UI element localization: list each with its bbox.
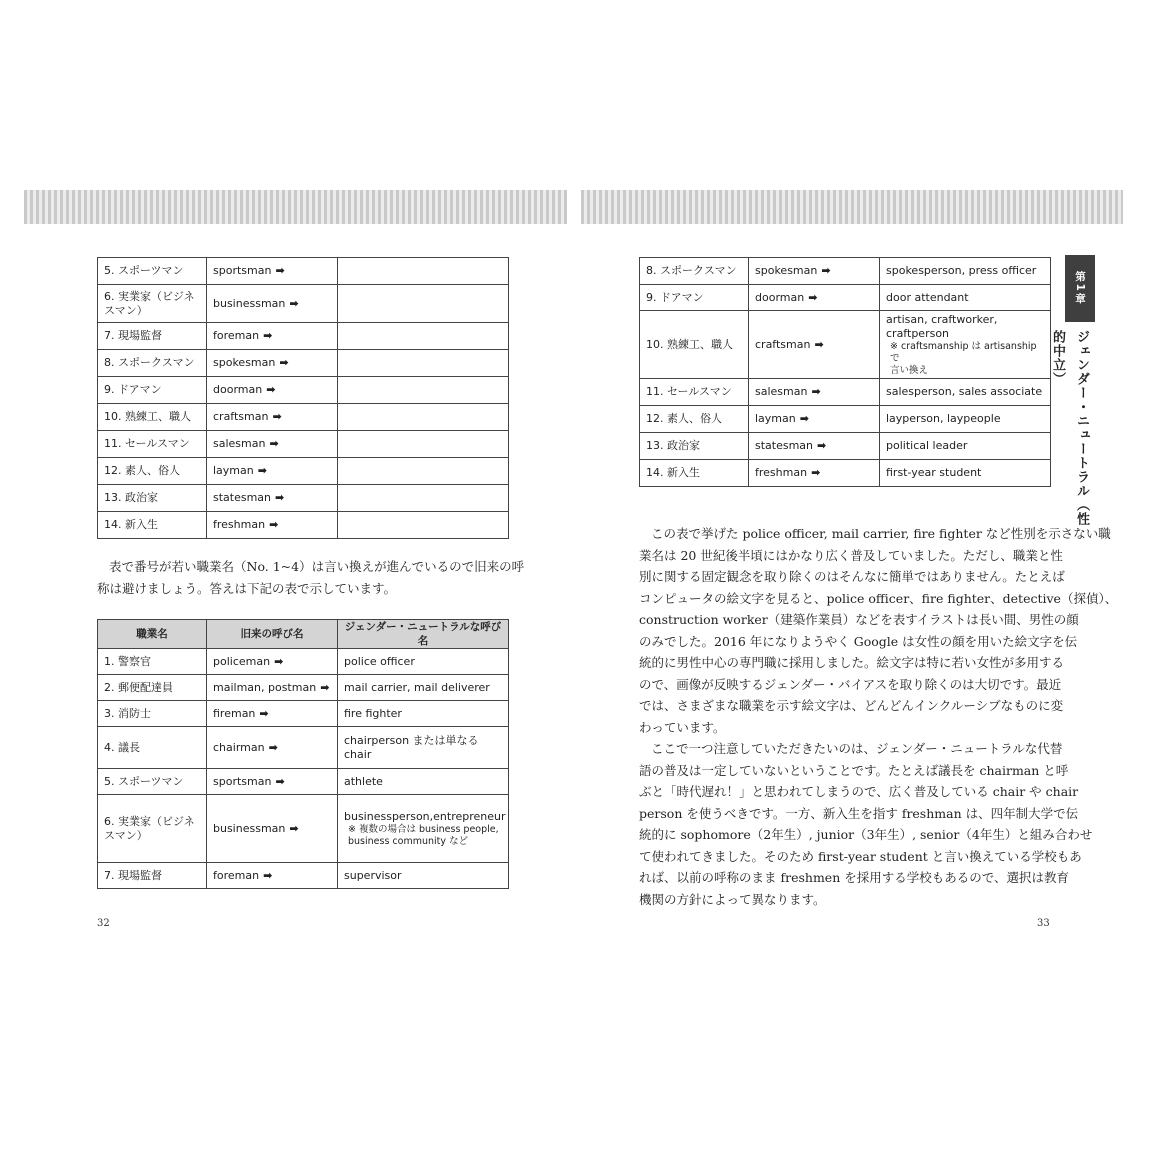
traditional-name-cell [749, 406, 880, 433]
traditional-name-cell [207, 649, 338, 675]
arrow-right-icon: ➡ [821, 264, 831, 277]
traditional-name-cell [207, 350, 338, 377]
traditional-name-cell [207, 769, 338, 795]
occupation-cell [98, 769, 207, 795]
occupation-text: 2. 郵便配達員 [104, 680, 173, 694]
occupation-cell [98, 701, 207, 727]
traditional-name-text: statesman [213, 491, 272, 504]
intro-line: 表で番号が若い職業名（No. 1~4）は言い換えが進んでいるので旧来の呼 [109, 559, 525, 574]
answer-table-body [98, 649, 509, 889]
occupation-text: 13. 政治家 [646, 439, 700, 452]
header-neutral-name: ジェンダー・ニュートラルな呼び名 [338, 620, 509, 649]
body-line: 業名は 20 世紀後半頃にはかなり広く普及していました。ただし、職業と性 [639, 547, 1063, 563]
body-line: ので、画像が反映するジェンダー・バイアスを取り除くのは大切です。最近 [639, 676, 1062, 692]
neutral-name-text: police officer [344, 654, 415, 668]
traditional-name-text: salesman [213, 437, 266, 450]
body-line: ここで一つ注意していただきたいのは、ジェンダー・ニュートラルな代替 [651, 741, 1063, 756]
traditional-name-cell [207, 727, 338, 769]
neutral-name-text: political leader [886, 439, 968, 452]
occupation-text: 12. 素人、俗人 [104, 464, 180, 477]
header-occupation: 職業名 [98, 620, 207, 649]
arrow-right-icon: ➡ [814, 337, 824, 351]
traditional-name-cell [207, 377, 338, 404]
body-line: わっています。 [639, 719, 726, 735]
body-paragraphs [639, 523, 1118, 910]
neutral-name-cell [338, 485, 509, 512]
arrow-right-icon: ➡ [275, 264, 285, 277]
occupation-text: 6. 実業家（ビジネ [104, 289, 195, 303]
answer-table [97, 619, 509, 889]
table-row [98, 649, 509, 675]
traditional-name-text: sportsman [213, 774, 272, 788]
table-row [640, 285, 1051, 311]
traditional-name-text: spokesman [755, 264, 818, 277]
neutral-name-cell [338, 863, 509, 889]
neutral-name-cell [880, 311, 1051, 379]
neutral-name-text: artisan, craftworker, craft [886, 312, 998, 340]
traditional-name-text: layman [755, 412, 796, 425]
arrow-right-icon: ➡ [263, 329, 273, 342]
arrow-right-icon: ➡ [817, 439, 827, 452]
table-row [98, 863, 509, 889]
table-row [640, 379, 1051, 406]
body-line: person を使うべきです。一方、新入生を指す freshman は、四年制大学で伝 [639, 805, 1079, 821]
neutral-name-text: first-year student [886, 466, 982, 479]
traditional-name-cell [207, 675, 338, 701]
arrow-right-icon: ➡ [799, 412, 809, 425]
neutral-name-text: entrepreneur [433, 809, 506, 823]
note-text: ※ craftsmanship は artisanship で [890, 340, 1037, 364]
arrow-right-icon: ➡ [289, 821, 299, 835]
traditional-name-cell [207, 863, 338, 889]
arrow-right-icon: ➡ [266, 383, 276, 396]
occupation-text: 11. セールスマン [646, 385, 732, 398]
note-text: ※ 複数の場合は business people, [348, 823, 499, 835]
arrow-right-icon: ➡ [257, 464, 267, 477]
occupation-cell [98, 258, 207, 285]
neutral-name-text: supervisor [344, 868, 402, 882]
neutral-name-cell [338, 458, 509, 485]
chapter-tab: 第1章 [1065, 255, 1095, 322]
occupation-text: 5. スポーツマン [104, 774, 184, 788]
traditional-name-cell [749, 379, 880, 406]
neutral-name-text: chair [344, 747, 372, 761]
table-row [98, 675, 509, 701]
body-line: ぶと「時代遅れ！」と思われてしまうので、広く普及している chair や chair [639, 784, 1079, 799]
arrow-right-icon: ➡ [320, 680, 330, 694]
table-row [98, 795, 509, 863]
occupation-text: 9. ドアマン [646, 290, 704, 304]
occupation-cell [98, 323, 207, 350]
occupation-text: 6. 実業家（ビジネ [104, 814, 195, 828]
chapter-title: ジェンダー・ニュートラル（性的中立） [1050, 330, 1089, 526]
table-row [640, 406, 1051, 433]
neutral-name-cell [338, 258, 509, 285]
header-traditional-name: 旧来の呼び名 [207, 620, 338, 649]
occupation-text: 9. ドアマン [104, 383, 162, 396]
occupation-cell [98, 795, 207, 863]
occupation-text: 10. 熟練工、職人 [646, 337, 733, 351]
body-line: 統的に sophomore（2年生）, junior（3年生）, senior（4年生）と組み合わせ [639, 827, 1093, 842]
header-band-left [24, 190, 567, 224]
arrow-right-icon: ➡ [259, 706, 269, 720]
traditional-name-cell [207, 431, 338, 458]
table-row [98, 512, 509, 539]
right-page [575, 0, 1150, 1150]
table-row [640, 258, 1051, 285]
neutral-name-cell [338, 675, 509, 701]
occupation-cell [98, 485, 207, 512]
occupation-text: 11. セールスマン [104, 437, 190, 450]
traditional-name-text: mailman, postman [213, 680, 317, 694]
neutral-name-text: person [911, 326, 950, 340]
arrow-right-icon: ➡ [275, 774, 285, 788]
occupation-cell [98, 458, 207, 485]
table-row [98, 727, 509, 769]
neutral-name-text: businessperson, [344, 809, 434, 823]
neutral-name-cell [880, 406, 1051, 433]
occupation-text: スマン） [104, 828, 148, 842]
traditional-name-text: fireman [213, 706, 256, 720]
page-number-left: 32 [97, 918, 110, 929]
table-row [98, 701, 509, 727]
neutral-name-cell [338, 285, 509, 323]
arrow-right-icon: ➡ [275, 491, 285, 504]
arrow-right-icon: ➡ [268, 740, 278, 754]
answer-table-header-row [98, 620, 509, 649]
table-row [640, 311, 1051, 379]
answer-table-continued [639, 257, 1051, 487]
table-row [98, 258, 509, 285]
body-line: この表で挙げた police officer, mail carrier, fire fighter など性別を示さない職 [651, 526, 1111, 541]
traditional-name-cell [207, 458, 338, 485]
traditional-name-cell [207, 323, 338, 350]
body-line: のみでした。2016 年になりようやく Google は女性の顔を用いた絵文字を伝 [639, 633, 1078, 649]
arrow-right-icon: ➡ [279, 356, 289, 369]
traditional-name-text: doorman [213, 383, 263, 396]
traditional-name-cell [207, 485, 338, 512]
occupation-text: 10. 熟練工、職人 [104, 410, 191, 423]
traditional-name-text: foreman [213, 868, 260, 882]
body-line: construction worker（建築作業員）などを表すイラストは長い間、男性の顔 [639, 612, 1079, 627]
neutral-name-cell [338, 727, 509, 769]
vocab-table-top [97, 257, 509, 539]
traditional-name-text: sportsman [213, 264, 272, 277]
occupation-cell [640, 311, 749, 379]
traditional-name-text: policeman [213, 654, 271, 668]
occupation-text: 4. 議長 [104, 740, 140, 754]
occupation-cell [98, 512, 207, 539]
page-number-right: 33 [1037, 918, 1050, 929]
occupation-text: 3. 消防士 [104, 706, 151, 720]
occupation-cell [98, 649, 207, 675]
table-row [98, 323, 509, 350]
neutral-name-cell [338, 512, 509, 539]
body-line: 語の普及は一定していないということです。たとえば議長を chairman と呼 [639, 762, 1069, 778]
traditional-name-text: salesman [755, 385, 808, 398]
answer-table-continued-body [640, 258, 1051, 487]
header-band-right [581, 190, 1123, 224]
neutral-name-cell [338, 649, 509, 675]
traditional-name-text: freshman [213, 518, 266, 531]
traditional-name-cell [207, 258, 338, 285]
traditional-name-text: statesman [755, 439, 814, 452]
occupation-cell [98, 285, 207, 323]
occupation-cell [640, 406, 749, 433]
traditional-name-cell [207, 701, 338, 727]
occupation-text: 1. 警察官 [104, 654, 151, 668]
body-line: コンピュータの絵文字を見ると、police officer、fire fighter、detective（探偵）、 [639, 590, 1118, 606]
traditional-name-cell [207, 404, 338, 431]
occupation-cell [98, 675, 207, 701]
neutral-name-cell [880, 285, 1051, 311]
table-row [640, 433, 1051, 460]
traditional-name-text: craftsman [755, 337, 811, 351]
occupation-text: 5. スポーツマン [104, 264, 184, 277]
traditional-name-text: businessman [213, 296, 286, 310]
traditional-name-cell [749, 258, 880, 285]
occupation-text: 7. 現場監督 [104, 868, 162, 882]
traditional-name-text: freshman [755, 466, 808, 479]
note-text: 言い換え [890, 364, 929, 376]
occupation-cell [98, 404, 207, 431]
note-text: business community など [348, 835, 469, 847]
table-row [98, 285, 509, 323]
traditional-name-cell [207, 795, 338, 863]
neutral-name-text: athlete [344, 774, 383, 788]
occupation-cell [640, 433, 749, 460]
body-line: 統的に男性中心の専門職に採用しました。絵文字は特に若い女性が多用する [639, 655, 1065, 670]
arrow-right-icon: ➡ [811, 466, 821, 479]
traditional-name-text: foreman [213, 329, 260, 342]
neutral-name-cell [880, 258, 1051, 285]
table-row [98, 431, 509, 458]
occupation-cell [640, 258, 749, 285]
table-row [98, 485, 509, 512]
occupation-text: 13. 政治家 [104, 491, 158, 504]
occupation-text: 14. 新入生 [104, 518, 158, 531]
occupation-text: 8. スポークスマン [646, 264, 737, 277]
traditional-name-cell [207, 285, 338, 323]
traditional-name-cell [749, 311, 880, 379]
neutral-name-text: fire fighter [344, 706, 402, 720]
arrow-right-icon: ➡ [289, 296, 299, 310]
occupation-cell [98, 350, 207, 377]
neutral-name-cell [338, 769, 509, 795]
neutral-name-cell [338, 795, 509, 863]
traditional-name-text: craftsman [213, 410, 269, 423]
traditional-name-text: chairman [213, 740, 265, 754]
intro-paragraph [97, 556, 525, 599]
intro-line: 称は避けましょう。答えは下記の表で示しています。 [97, 580, 397, 596]
neutral-name-cell [338, 350, 509, 377]
occupation-cell [640, 460, 749, 487]
occupation-cell [640, 285, 749, 311]
traditional-name-text: spokesman [213, 356, 276, 369]
table-row [640, 460, 1051, 487]
traditional-name-cell [749, 433, 880, 460]
arrow-right-icon: ➡ [274, 654, 284, 668]
arrow-right-icon: ➡ [811, 385, 821, 398]
table-row [98, 458, 509, 485]
neutral-name-cell [880, 433, 1051, 460]
occupation-text: スマン） [104, 303, 148, 317]
occupation-text: 7. 現場監督 [104, 329, 162, 342]
neutral-name-cell [338, 701, 509, 727]
arrow-right-icon: ➡ [272, 410, 282, 423]
body-line: て使われてきました。そのため first-year student と言い換えている学校もあ [639, 848, 1082, 864]
arrow-right-icon: ➡ [808, 290, 818, 304]
traditional-name-cell [749, 285, 880, 311]
neutral-name-text: door attendant [886, 290, 969, 304]
occupation-cell [640, 379, 749, 406]
occupation-cell [98, 377, 207, 404]
neutral-name-cell [880, 379, 1051, 406]
neutral-name-cell [338, 404, 509, 431]
occupation-text: 12. 素人、俗人 [646, 412, 722, 425]
occupation-cell [98, 863, 207, 889]
traditional-name-text: layman [213, 464, 254, 477]
neutral-name-cell [338, 431, 509, 458]
occupation-text: 8. スポークスマン [104, 356, 195, 369]
occupation-cell [98, 431, 207, 458]
neutral-name-text: chairperson または単なる [344, 733, 479, 747]
neutral-name-cell [338, 323, 509, 350]
body-line: 機関の方針によって異なります。 [639, 891, 826, 907]
table-row [98, 350, 509, 377]
vocab-table-top-body [98, 258, 509, 539]
neutral-name-cell [338, 377, 509, 404]
traditional-name-text: businessman [213, 821, 286, 835]
body-line: では、さまざまな職業を示す絵文字は、どんどんインクルーシブなものに変 [639, 698, 1064, 713]
table-row [98, 377, 509, 404]
occupation-cell [98, 727, 207, 769]
table-row [98, 769, 509, 795]
neutral-name-text: salesperson, sales associate [886, 385, 1043, 398]
neutral-name-text: mail carrier, mail deliverer [344, 680, 490, 694]
body-line: 別に関する固定観念を取り除くのはそんなに簡単ではありません。たとえば [639, 569, 1065, 584]
arrow-right-icon: ➡ [269, 437, 279, 450]
arrow-right-icon: ➡ [263, 868, 273, 882]
neutral-name-text: spokesperson, press officer [886, 264, 1037, 277]
arrow-right-icon: ➡ [269, 518, 279, 531]
occupation-text: 14. 新入生 [646, 466, 700, 479]
traditional-name-cell [207, 512, 338, 539]
traditional-name-text: doorman [755, 290, 805, 304]
neutral-name-cell [880, 460, 1051, 487]
table-row [98, 404, 509, 431]
neutral-name-text: layperson, laypeople [886, 412, 1001, 425]
body-line: れば、以前の呼称のまま freshmen を採用する学校もあるので、選択は教育 [639, 870, 1069, 885]
traditional-name-cell [749, 460, 880, 487]
